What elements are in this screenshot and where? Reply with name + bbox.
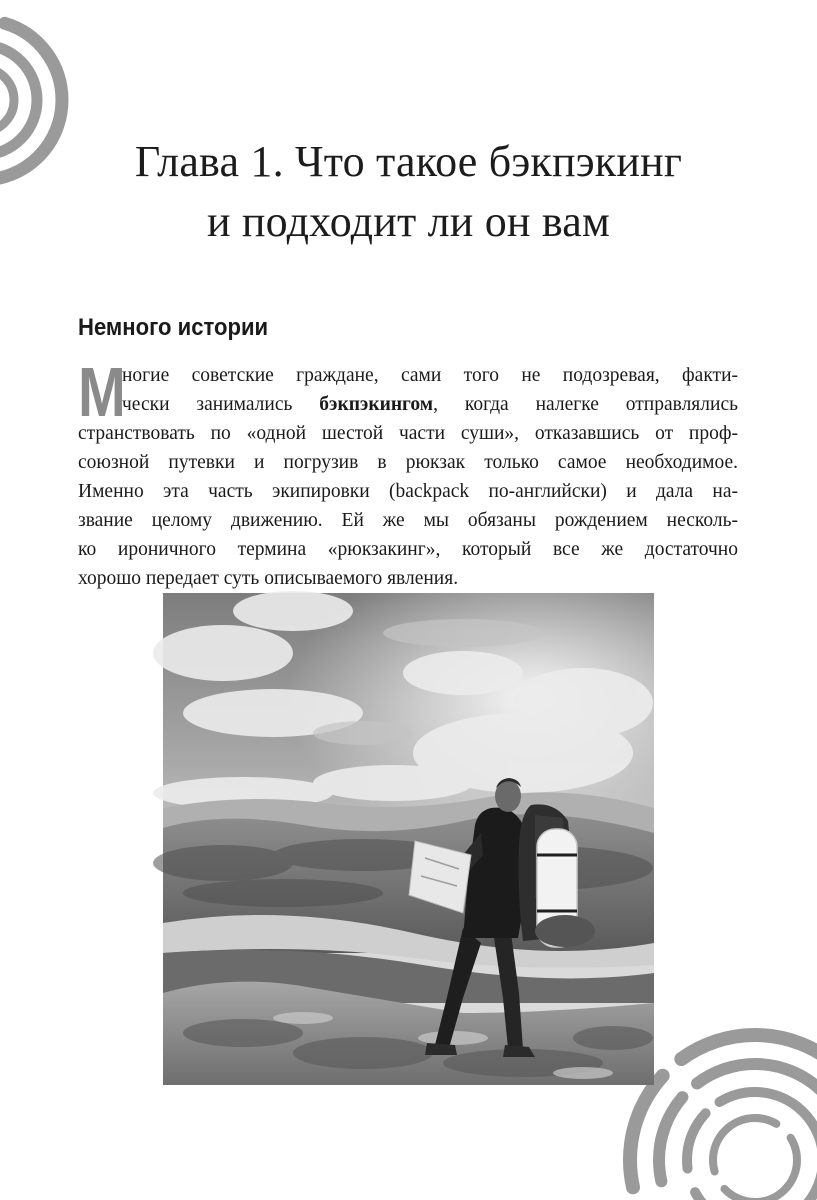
section-heading: Немного истории xyxy=(78,314,269,341)
paragraph-line: союзной путевки и погрузив в рюкзак только самое необходимое. xyxy=(78,452,738,473)
paragraph-line: Именно эта часть экипировки (backpack по-английски) и дала на- xyxy=(78,481,738,502)
body-paragraph xyxy=(78,353,738,593)
paragraph-line: звание целому движению. Ей же мы обязаны рождением несколь- xyxy=(78,510,738,531)
hiker-photo xyxy=(163,593,654,1085)
drop-cap-letter: М xyxy=(78,353,126,431)
paragraph-line: ко ироничного термина «рюкзакинг», который все же достаточно xyxy=(78,539,738,560)
hiker-photo-image xyxy=(163,593,654,1085)
paragraph-line: чески занимались бэкпэкингом, когда налегке отправлялись xyxy=(122,394,738,415)
chapter-title-line-2: и подходит ли он вам xyxy=(206,197,611,246)
chapter-title xyxy=(60,132,757,252)
paragraph-line: странствовать по «одной шестой части суши», отказавшись от проф- xyxy=(78,423,738,444)
paragraph-line: ногие советские граждане, сами того не подозревая, факти- xyxy=(122,365,738,386)
bold-term: бэкпэкингом xyxy=(319,394,434,415)
chapter-title-line-1: Глава 1. Что такое бэкпэкинг xyxy=(134,137,683,186)
paragraph-line: хорошо передает суть описываемого явления. xyxy=(78,568,459,589)
